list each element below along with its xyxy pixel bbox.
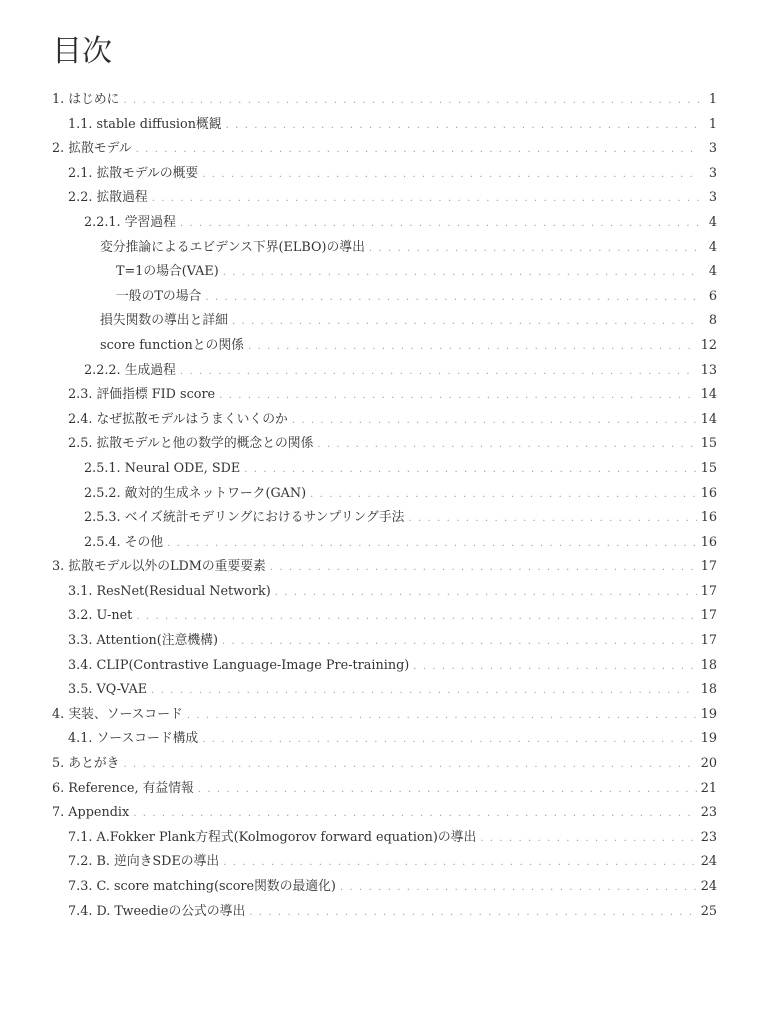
toc-entry-page-number: 14 bbox=[700, 411, 717, 427]
toc-entry-label: 7. Appendix bbox=[52, 805, 130, 821]
toc-entry[interactable] bbox=[52, 629, 717, 654]
toc-entry-label: 2.5.3. ベイズ統計モデリングにおけるサンプリング手法 bbox=[84, 510, 405, 526]
toc-entry-page-number: 16 bbox=[700, 534, 717, 550]
dot-leader bbox=[226, 114, 699, 139]
toc-entry-page-number: 17 bbox=[700, 559, 717, 575]
toc-entry-label: T=1の場合(VAE) bbox=[116, 264, 219, 280]
toc-entry-page-number: 23 bbox=[700, 829, 717, 845]
toc-entry[interactable] bbox=[52, 236, 717, 261]
toc-entry-label: 2.5.2. 敵対的生成ネットワーク(GAN) bbox=[84, 485, 307, 501]
toc-entry[interactable] bbox=[52, 850, 717, 875]
toc-entry[interactable] bbox=[52, 875, 717, 900]
dot-leader bbox=[219, 384, 697, 409]
dot-leader bbox=[205, 286, 699, 311]
dot-leader bbox=[187, 704, 697, 729]
toc-entry[interactable] bbox=[52, 777, 717, 802]
toc-entry[interactable] bbox=[52, 432, 717, 457]
toc-entry-label: 3.1. ResNet(Residual Network) bbox=[68, 583, 271, 599]
toc-entry-page-number: 3 bbox=[708, 165, 717, 181]
dot-leader bbox=[223, 851, 697, 876]
toc-entry[interactable] bbox=[52, 285, 717, 310]
toc-entry[interactable] bbox=[52, 482, 717, 507]
dot-leader bbox=[222, 630, 697, 655]
toc-entry[interactable] bbox=[52, 408, 717, 433]
toc-entry[interactable] bbox=[52, 604, 717, 629]
toc-entry-page-number: 3 bbox=[708, 141, 717, 157]
dot-leader bbox=[292, 409, 697, 434]
toc-entry[interactable] bbox=[52, 211, 717, 236]
toc-entry-label: 3.2. U-net bbox=[68, 608, 133, 624]
toc-entry-label: 7.2. B. 逆向きSDEの導出 bbox=[68, 854, 220, 870]
toc-entry-page-number: 14 bbox=[700, 387, 717, 403]
toc-entry-label: 2.2.1. 学習過程 bbox=[84, 214, 176, 230]
toc-entry[interactable] bbox=[52, 555, 717, 580]
dot-leader bbox=[369, 237, 699, 262]
toc-entry-label: 4. 実装、ソースコード bbox=[52, 706, 183, 722]
toc-entry-label: 7.3. C. score matching(score関数の最適化) bbox=[68, 879, 336, 894]
toc-entry[interactable] bbox=[52, 309, 717, 334]
toc-entry-label: 変分推論によるエビデンス下界(ELBO)の導出 bbox=[100, 239, 365, 255]
table-of-contents bbox=[52, 88, 717, 924]
toc-entry[interactable] bbox=[52, 678, 717, 703]
toc-entry-label: 1. はじめに bbox=[52, 92, 120, 107]
toc-entry-label: 2.5.4. その他 bbox=[84, 534, 164, 550]
toc-entry-label: 3. 拡散モデル以外のLDMの重要要素 bbox=[52, 559, 266, 575]
toc-entry-page-number: 4 bbox=[708, 264, 717, 280]
toc-entry-label: 2.3. 評価指標 FID score bbox=[68, 387, 216, 403]
toc-entry[interactable] bbox=[52, 162, 717, 187]
toc-entry-label: 3.4. CLIP(Contrastive Language-Image Pre-training) bbox=[68, 657, 410, 673]
dot-leader bbox=[123, 89, 699, 114]
toc-entry[interactable] bbox=[52, 334, 717, 359]
toc-entry-page-number: 19 bbox=[700, 731, 717, 747]
page-title: 目次 bbox=[52, 34, 112, 69]
dot-leader bbox=[244, 458, 696, 483]
toc-entry-label: 5. あとがき bbox=[52, 756, 120, 772]
toc-entry-label: 7.4. D. Tweedieの公式の導出 bbox=[68, 903, 246, 919]
toc-entry-label: 2. 拡散モデル bbox=[52, 141, 132, 157]
toc-entry[interactable] bbox=[52, 359, 717, 384]
toc-entry-page-number: 19 bbox=[700, 706, 717, 722]
toc-entry-page-number: 15 bbox=[700, 460, 717, 476]
dot-leader bbox=[123, 753, 696, 778]
toc-entry-page-number: 1 bbox=[708, 116, 717, 132]
dot-leader bbox=[136, 138, 699, 163]
toc-entry[interactable] bbox=[52, 383, 717, 408]
toc-entry[interactable] bbox=[52, 654, 717, 679]
toc-entry[interactable] bbox=[52, 531, 717, 556]
toc-entry-page-number: 12 bbox=[700, 337, 717, 353]
toc-entry-page-number: 16 bbox=[700, 485, 717, 501]
toc-entry-page-number: 4 bbox=[708, 239, 717, 255]
toc-entry[interactable] bbox=[52, 113, 717, 138]
toc-entry-label: 3.5. VQ-VAE bbox=[68, 682, 148, 698]
toc-entry-page-number: 4 bbox=[708, 214, 717, 230]
toc-entry-page-number: 15 bbox=[700, 436, 717, 452]
toc-entry[interactable] bbox=[52, 260, 717, 285]
toc-entry-page-number: 16 bbox=[700, 510, 717, 526]
dot-leader bbox=[408, 507, 696, 532]
toc-entry-page-number: 1 bbox=[708, 92, 717, 107]
toc-entry[interactable] bbox=[52, 88, 717, 113]
toc-entry[interactable] bbox=[52, 703, 717, 728]
dot-leader bbox=[152, 187, 699, 212]
dot-leader bbox=[180, 360, 697, 385]
toc-entry-page-number: 13 bbox=[700, 362, 717, 378]
toc-entry[interactable] bbox=[52, 900, 717, 925]
toc-entry-page-number: 17 bbox=[700, 633, 717, 649]
dot-leader bbox=[480, 827, 696, 852]
dot-leader bbox=[317, 433, 696, 458]
toc-entry-page-number: 8 bbox=[708, 313, 717, 329]
dot-leader bbox=[413, 655, 696, 680]
toc-entry-label: 4.1. ソースコード構成 bbox=[68, 731, 199, 747]
toc-entry-label: 一般のTの場合 bbox=[116, 288, 202, 304]
toc-entry-page-number: 18 bbox=[700, 682, 717, 698]
toc-entry-label: 損失関数の導出と詳細 bbox=[100, 313, 228, 329]
toc-entry[interactable] bbox=[52, 727, 717, 752]
toc-entry[interactable] bbox=[52, 826, 717, 851]
toc-entry-label: 7.1. A.Fokker Plank方程式(Kolmogorov forward equation)の導出 bbox=[68, 829, 477, 845]
dot-leader bbox=[232, 310, 699, 335]
dot-leader bbox=[167, 532, 697, 557]
dot-leader bbox=[270, 556, 697, 581]
dot-leader bbox=[249, 901, 696, 926]
toc-entry-page-number: 6 bbox=[708, 288, 717, 304]
dot-leader bbox=[136, 605, 696, 630]
toc-entry-label: 2.5. 拡散モデルと他の数学的概念との関係 bbox=[68, 436, 314, 452]
toc-entry-label: 2.4. なぜ拡散モデルはうまくいくのか bbox=[68, 411, 288, 427]
toc-entry-label: 1.1. stable diffusion概観 bbox=[68, 116, 222, 132]
toc-entry-page-number: 25 bbox=[700, 903, 717, 919]
toc-entry-label: 3.3. Attention(注意機構) bbox=[68, 633, 218, 649]
dot-leader bbox=[223, 261, 699, 286]
toc-entry-page-number: 18 bbox=[700, 657, 717, 673]
dot-leader bbox=[151, 679, 697, 704]
toc-entry-label: 2.1. 拡散モデルの概要 bbox=[68, 165, 199, 181]
toc-entry-page-number: 24 bbox=[700, 879, 717, 894]
toc-entry[interactable] bbox=[52, 801, 717, 826]
dot-leader bbox=[133, 802, 696, 827]
toc-entry-page-number: 17 bbox=[700, 608, 717, 624]
toc-entry-label: 6. Reference, 有益情報 bbox=[52, 780, 194, 796]
toc-entry[interactable] bbox=[52, 137, 717, 162]
dot-leader bbox=[275, 581, 697, 606]
dot-leader bbox=[198, 778, 697, 803]
toc-entry[interactable] bbox=[52, 186, 717, 211]
dot-leader bbox=[340, 876, 697, 901]
toc-entry-label: 2.2. 拡散過程 bbox=[68, 190, 148, 206]
dot-leader bbox=[202, 728, 696, 753]
dot-leader bbox=[248, 335, 697, 360]
toc-entry-label: 2.2.2. 生成過程 bbox=[84, 362, 176, 378]
toc-entry-page-number: 23 bbox=[700, 805, 717, 821]
toc-entry[interactable] bbox=[52, 580, 717, 605]
toc-entry[interactable] bbox=[52, 752, 717, 777]
toc-entry-label: score functionとの関係 bbox=[100, 337, 244, 353]
toc-entry[interactable] bbox=[52, 457, 717, 482]
toc-entry[interactable] bbox=[52, 506, 717, 531]
dot-leader bbox=[310, 483, 697, 508]
toc-entry-label: 2.5.1. Neural ODE, SDE bbox=[84, 460, 241, 476]
toc-entry-page-number: 20 bbox=[700, 756, 717, 772]
toc-entry-page-number: 24 bbox=[700, 854, 717, 870]
toc-entry-page-number: 3 bbox=[708, 190, 717, 206]
toc-entry-page-number: 17 bbox=[700, 583, 717, 599]
dot-leader bbox=[180, 212, 699, 237]
dot-leader bbox=[202, 163, 699, 188]
toc-entry-page-number: 21 bbox=[700, 780, 717, 796]
